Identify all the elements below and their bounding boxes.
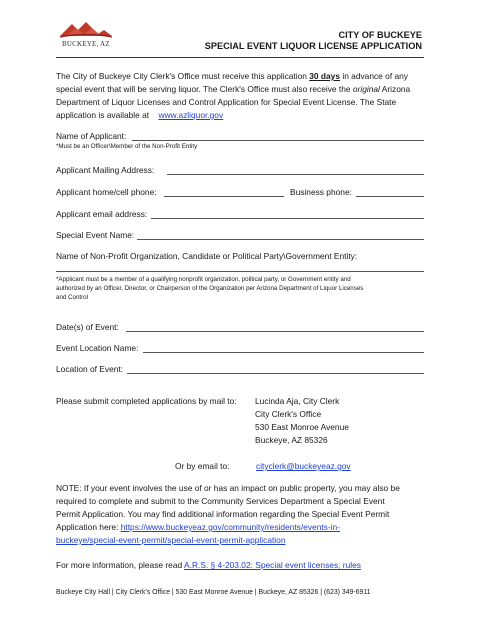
city-name: CITY OF BUCKEYE: [338, 30, 422, 40]
location-field[interactable]: [127, 373, 424, 374]
mailing-address-field[interactable]: [167, 174, 424, 175]
location-label: Location of Event:: [56, 364, 124, 374]
event-dates-label: Date(s) of Event:: [56, 322, 119, 332]
header-rule: [56, 57, 424, 58]
note-line-4: Application here: https://www.buckeyeaz.gov/community/residents/events-in-: [56, 522, 340, 532]
applicant-name-label: Name of Applicant:: [56, 131, 127, 141]
business-phone-label: Business phone:: [290, 187, 352, 197]
event-dates-field[interactable]: [126, 331, 424, 332]
page-title: SPECIAL EVENT LIQUOR LICENSE APPLICATION: [204, 41, 422, 51]
email-label: Applicant email address:: [56, 209, 148, 219]
org-note-3: and Control: [56, 294, 88, 301]
home-phone-field[interactable]: [164, 196, 284, 197]
home-phone-label: Applicant home/cell phone:: [56, 187, 157, 197]
mail-line-4: Buckeye, AZ 85326: [255, 435, 328, 445]
intro-line-1: The City of Buckeye City Clerk's Office must receive this application 30 days in advance of any: [56, 71, 408, 81]
intro-line-4: application is available at www.azliquor.gov: [56, 110, 224, 120]
note-line-3: Permit Application. You may find additional information regarding the Special Event Permit: [56, 509, 390, 519]
event-name-field[interactable]: [137, 239, 424, 240]
business-phone-field[interactable]: [356, 196, 424, 197]
permit-link-continued[interactable]: buckeye/special-event-permit/special-event-permit-application: [56, 535, 286, 545]
applicant-note: *Must be an Officer\Member of the Non-Profit Entity: [56, 143, 198, 150]
clerk-email-link[interactable]: cityclerk@buckeyeaz.gov: [256, 461, 351, 471]
ars-link[interactable]: A.R.S. § 4-203.02: Special event licenses; rules: [184, 560, 361, 570]
email-submit-label: Or by email to:: [175, 461, 230, 471]
intro-line-2: special event that will be serving liquor. The Clerk's Office must also receive the original Arizona: [56, 84, 411, 94]
mail-line-3: 530 East Monroe Avenue: [255, 422, 349, 432]
azliquor-link[interactable]: www.azliquor.gov: [158, 110, 224, 120]
mailing-address-label: Applicant Mailing Address:: [56, 165, 155, 175]
footer-text: Buckeye City Hall | City Clerk's Office | 530 East Monroe Avenue | Buckeye, AZ 85326 | (623) 349-6911: [56, 589, 371, 596]
mountain-logo-icon: [56, 18, 116, 40]
intro-line-3: Department of Liquor Licenses and Control Application for Special Event License. The State: [56, 97, 397, 107]
mail-line-1: Lucinda Aja, City Clerk: [255, 396, 340, 406]
email-field[interactable]: [151, 218, 424, 219]
note-line-1: NOTE: If your event involves the use of or has an impact on public property, you may also be: [56, 483, 400, 493]
deadline-days: 30 days: [309, 71, 340, 81]
org-note-2: authorized by an Officer, Director, or Chairperson of the Organization per Arizona Department of Liquor Licenses: [56, 285, 364, 292]
logo-text: BUCKEYE, AZ: [62, 40, 110, 48]
more-info: For more information, please read A.R.S. § 4-203.02: Special event licenses; rules: [56, 560, 361, 570]
mail-line-2: City Clerk's Office: [255, 409, 322, 419]
event-name-label: Special Event Name:: [56, 230, 135, 240]
mail-label: Please submit completed applications by mail to:: [56, 396, 237, 406]
permit-link[interactable]: https://www.buckeyeaz.gov/community/residents/events-in-: [120, 522, 340, 532]
location-name-label: Event Location Name:: [56, 343, 139, 353]
city-logo: [56, 18, 116, 48]
location-name-field[interactable]: [143, 352, 424, 353]
note-line-2: required to complete and submit to the Community Services Department a Special Event: [56, 496, 385, 506]
org-name-label: Name of Non-Profit Organization, Candidate or Political Party\Government Entity:: [56, 251, 358, 261]
org-note-1: *Applicant must be a member of a qualifying nonprofit organization, political party, or Government entity and: [56, 276, 351, 283]
applicant-name-field[interactable]: [132, 140, 424, 141]
org-name-field[interactable]: [56, 271, 424, 272]
